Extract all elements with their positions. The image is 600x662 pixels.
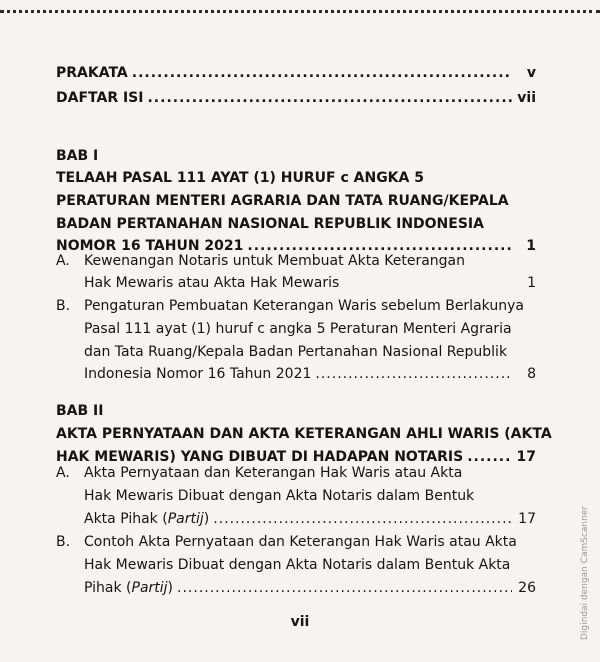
subsection-line: Pihak (Partij): [84, 580, 174, 596]
dot-leader: [147, 87, 512, 110]
subsection-letter: B.: [56, 298, 71, 314]
subsection-letter: A.: [56, 253, 70, 269]
toc-entry-daftar-isi[interactable]: [56, 87, 536, 110]
toc-page-number: 26: [518, 580, 536, 596]
subsection-line: Akta Pihak (Partij): [84, 511, 210, 527]
toc-page-number: 17: [516, 449, 536, 465]
chapter-title-line: BADAN PERTANAHAN NASIONAL REPUBLIK INDONESIA: [56, 216, 484, 232]
toc-page-number: 17: [518, 511, 536, 527]
subsection-line: Akta Pernyataan dan Keterangan Hak Waris atau Akta: [84, 465, 463, 481]
subsection-line: Kewenangan Notaris untuk Membuat Akta Keterangan: [84, 253, 465, 269]
toc-page-number: v: [526, 65, 536, 81]
chapter-label-bab-2: BAB II: [56, 403, 104, 419]
toc-entry-label: PRAKATA: [56, 65, 128, 81]
chapter-title-line: NOMOR 16 TAHUN 2021: [56, 238, 244, 254]
toc-entry-bab-2-a[interactable]: [84, 508, 536, 531]
chapter-label-bab-1: BAB I: [56, 148, 99, 164]
toc-entry-bab-1-b[interactable]: [84, 363, 536, 386]
toc-entry-bab-1-a[interactable]: [84, 272, 536, 295]
subsection-line: Hak Mewaris Dibuat dengan Akta Notaris dalam Bentuk Akta: [84, 557, 511, 573]
toc-page-number: 8: [527, 366, 536, 382]
toc-page-number: vii: [517, 90, 536, 106]
page-footer-number: vii: [290, 614, 310, 630]
dot-leader: [132, 62, 512, 85]
subsection-line: Pengaturan Pembuatan Keterangan Waris sebelum Berlakunya: [84, 298, 524, 314]
toc-page-number: 1: [527, 275, 536, 291]
chapter-title-line: AKTA PERNYATAAN DAN AKTA KETERANGAN AHLI WARIS (AKTA: [56, 426, 552, 442]
chapter-title-line: TELAAH PASAL 111 AYAT (1) HURUF c ANGKA 5: [56, 170, 424, 186]
chapter-title-line: HAK MEWARIS) YANG DIBUAT DI HADAPAN NOTARIS: [56, 449, 464, 465]
toc-page-number: 1: [526, 238, 536, 254]
subsection-letter: A.: [56, 465, 70, 481]
subsection-line: dan Tata Ruang/Kepala Badan Pertanahan Nasional Republik: [84, 344, 508, 360]
dot-leader: [213, 508, 512, 531]
subsection-line: Hak Mewaris Dibuat dengan Akta Notaris dalam Bentuk: [84, 488, 475, 504]
subsection-line: Pasal 111 ayat (1) huruf c angka 5 Peraturan Menteri Agraria: [84, 321, 512, 337]
toc-entry-bab-2-b[interactable]: [84, 577, 536, 600]
subsection-line: Indonesia Nomor 16 Tahun 2021: [84, 366, 312, 382]
subsection-line: Contoh Akta Pernyataan dan Keterangan Hak Waris atau Akta: [84, 534, 517, 550]
dot-leader: [177, 577, 512, 600]
chapter-title-line: PERATURAN MENTERI AGRARIA DAN TATA RUANG/KEPALA: [56, 193, 509, 209]
dot-leader: [315, 363, 512, 386]
scanner-watermark: Digindai dengan CamScanner: [580, 505, 590, 640]
subsection-line: Hak Mewaris atau Akta Hak Mewaris: [84, 275, 340, 291]
toc-entry-prakata[interactable]: [56, 62, 536, 85]
subsection-letter: B.: [56, 534, 71, 550]
toc-entry-label: DAFTAR ISI: [56, 90, 144, 106]
page-top-border: [0, 10, 600, 13]
